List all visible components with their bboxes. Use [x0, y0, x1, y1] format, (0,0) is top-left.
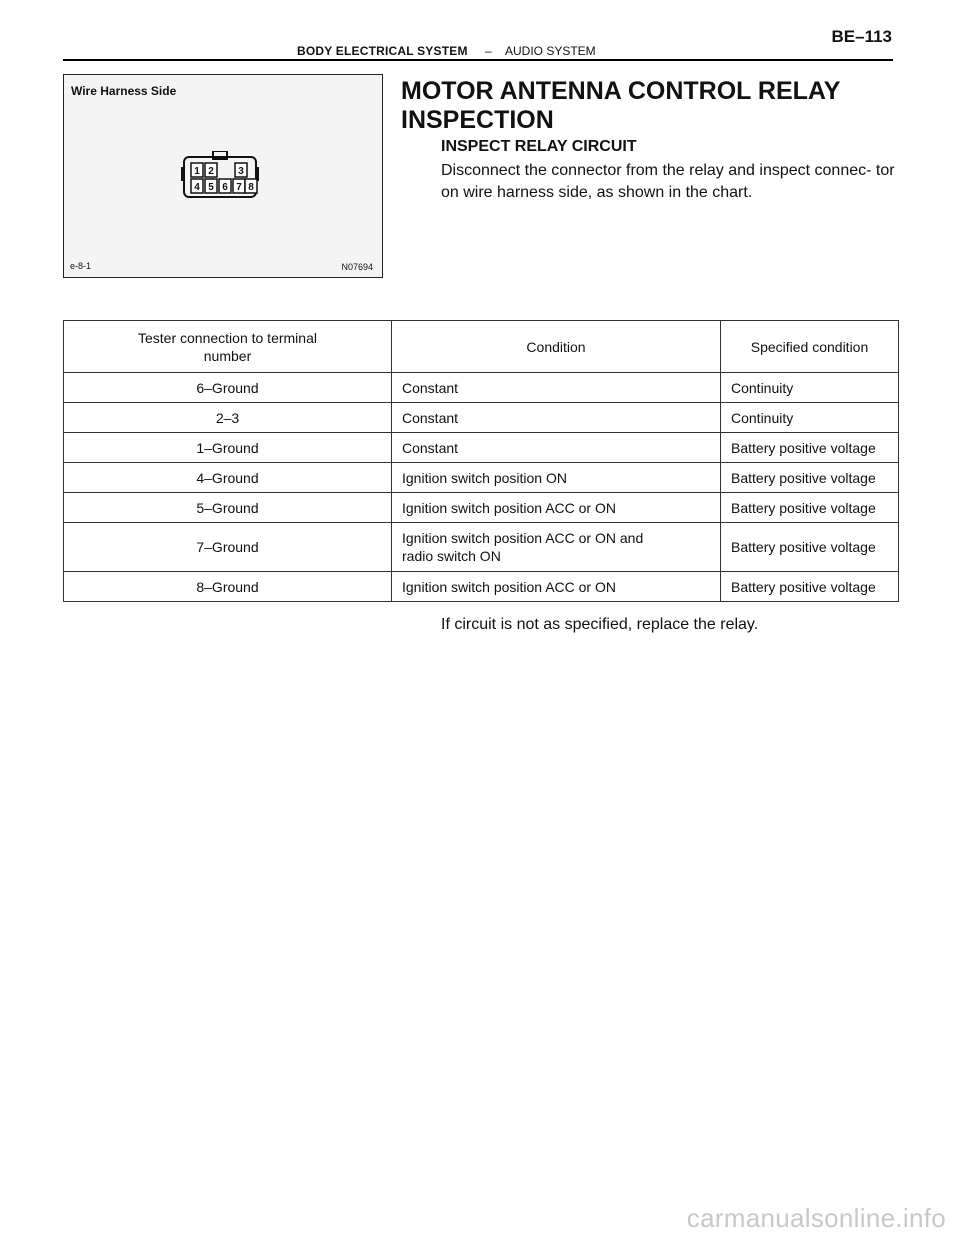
page-number: BE–113 — [831, 27, 892, 46]
figure-title: Wire Harness Side — [71, 84, 177, 98]
step-instructions: Disconnect the connector from the relay and inspect connec- tor on wire harness side, as shown in the chart. — [441, 162, 895, 201]
cell-terminal: 5–Ground — [64, 493, 392, 523]
cell-terminal: 8–Ground — [64, 572, 392, 602]
table-row — [64, 373, 899, 403]
watermark: carmanualsonline.info — [686, 1203, 946, 1233]
inspection-table — [63, 320, 899, 602]
cell-terminal: 1–Ground — [64, 433, 392, 463]
cell-specified: Battery positive voltage — [721, 433, 899, 463]
table-row — [64, 403, 899, 433]
cell-terminal: 2–3 — [64, 403, 392, 433]
cell-condition: Ignition switch position ACC or ON — [392, 572, 721, 602]
header-separator: – — [485, 44, 492, 58]
table-row — [64, 493, 899, 523]
cell-condition: Ignition switch position ACC or ON — [392, 493, 721, 523]
terminal-label: 4 — [194, 182, 200, 193]
page-title: MOTOR ANTENNA CONTROL RELAY INSPECTION — [401, 77, 840, 134]
cell-terminal: 7–Ground — [64, 523, 392, 572]
cell-specified: Battery positive voltage — [721, 523, 899, 572]
cell-specified: Continuity — [721, 403, 899, 433]
header-condition: Condition — [392, 321, 721, 373]
table-row — [64, 433, 899, 463]
table-row — [64, 463, 899, 493]
terminal-label: 5 — [208, 182, 214, 193]
header-specified-condition: Specified condition — [721, 321, 899, 373]
cell-condition: Ignition switch position ACC or ON and radio switch ON — [392, 523, 721, 572]
header-rule — [63, 59, 893, 61]
step-title: INSPECT RELAY CIRCUIT — [441, 138, 637, 155]
cell-specified: Battery positive voltage — [721, 493, 899, 523]
cell-condition: Constant — [392, 433, 721, 463]
header-tester-connection: Tester connection to terminal number — [64, 321, 392, 373]
figure-number: N07694 — [341, 262, 373, 272]
table-header-row — [64, 321, 899, 373]
connector-diagram — [181, 151, 259, 201]
table-row — [64, 572, 899, 602]
cell-terminal: 4–Ground — [64, 463, 392, 493]
header-section-title: BODY ELECTRICAL SYSTEM — [297, 44, 468, 58]
footer-note: If circuit is not as specified, replace the relay. — [441, 616, 759, 633]
header-subsection-title: AUDIO SYSTEM — [505, 44, 596, 58]
terminal-label: 2 — [208, 166, 214, 177]
cell-specified: Continuity — [721, 373, 899, 403]
terminal-label: 6 — [222, 182, 228, 193]
cell-condition: Constant — [392, 403, 721, 433]
figure-code: e-8-1 — [70, 261, 92, 271]
terminal-label: 8 — [248, 182, 254, 193]
cell-terminal: 6–Ground — [64, 373, 392, 403]
cell-specified: Battery positive voltage — [721, 463, 899, 493]
cell-condition: Constant — [392, 373, 721, 403]
terminal-label: 1 — [194, 166, 200, 177]
connector-figure — [63, 74, 383, 278]
terminal-label: 3 — [238, 166, 244, 177]
cell-condition: Ignition switch position ON — [392, 463, 721, 493]
table-row — [64, 523, 899, 572]
cell-specified: Battery positive voltage — [721, 572, 899, 602]
terminal-label: 7 — [236, 182, 242, 193]
